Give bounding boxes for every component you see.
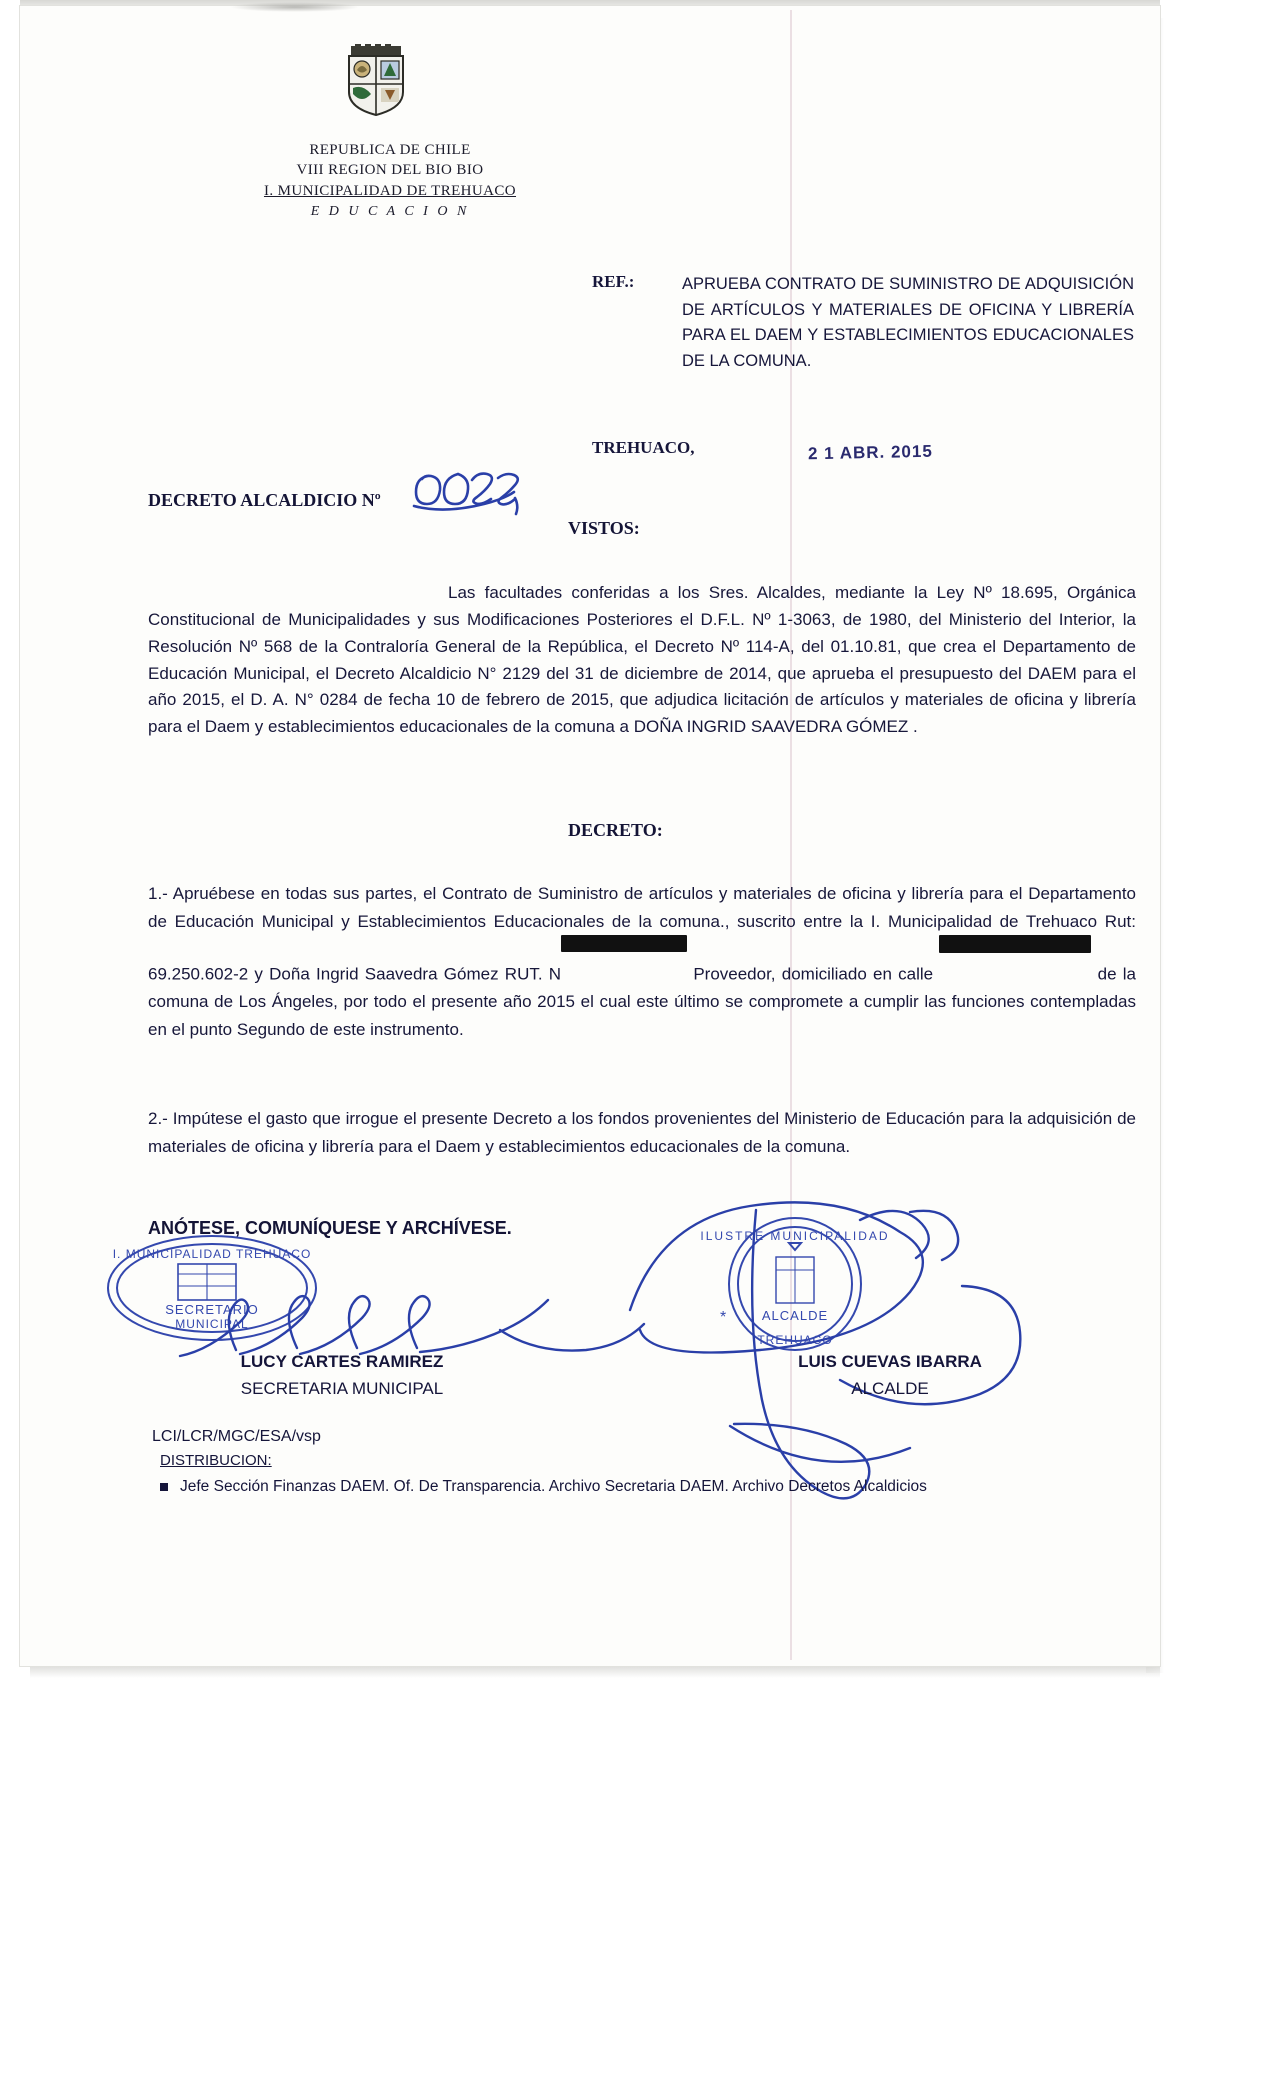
- decree-number-label: DECRETO ALCALDICIO Nº: [148, 490, 381, 510]
- svg-text:TREHUACO: TREHUACO: [757, 1333, 833, 1347]
- secretary-role: SECRETARIA MUNICIPAL: [240, 1379, 444, 1398]
- reference-text: APRUEBA CONTRATO DE SUMINISTRO DE ADQUISICIÓN DE ARTÍCULOS Y MATERIALES DE OFICINA Y LIBRERÍA PARA EL DAEM Y ESTABLECIMIENTOS EDUCACIONALES DE LA COMUNA.: [682, 275, 1134, 370]
- place-label: TREHUACO,: [592, 438, 695, 457]
- decree-item-1-middle: Proveedor, domiciliado en calle: [693, 964, 934, 984]
- vistos-paragraph: Las facultades conferidas a los Sres. Alcaldes, mediante la Ley Nº 18.695, Orgánica Constitucional de Municipalidades y sus Modificaciones Posteriores el D.F.L. Nº 1-3063, de 1980, del Ministerio del Interior, la Resolución Nº 568 de la Contraloría General de la República, el Decreto Nº 114-A, del 01.10.81, que crea el Departamento de Educación Municipal, el Decreto Alcaldicio N° 2129 del 31 de diciembre de 2014, que aprueba el presupuesto del DAEM para el año 2015, el D. A. N° 0284 de fecha 10 de febrero de 2015, que adjudica licitación de artículos y materiales de oficina y librería para el Daem y establecimientos educacionales de la comuna a DOÑA INGRID SAAVEDRA GÓMEZ .: [148, 583, 1136, 737]
- municipal-coat-of-arms-icon: [345, 44, 407, 116]
- decree-number-handwritten: [412, 462, 532, 516]
- svg-text:MUNICIPAL: MUNICIPAL: [175, 1317, 249, 1331]
- mayor-role: ALCALDE: [851, 1379, 929, 1398]
- footer-initials: LCI/LCR/MGC/ESA/vsp: [152, 1428, 321, 1445]
- svg-text:*: *: [720, 1309, 727, 1326]
- page-fold-line: [790, 10, 792, 1660]
- reference-label: REF.:: [592, 272, 635, 291]
- letterhead-line-country: REPUBLICA DE CHILE: [309, 142, 471, 158]
- decreto-heading: DECRETO:: [568, 820, 663, 840]
- distribution-label: DISTRIBUCION:: [160, 1452, 272, 1469]
- redaction-address: [939, 935, 1091, 953]
- distribution-item: Jefe Sección Finanzas DAEM. Of. De Transparencia. Archivo Secretaria DAEM. Archivo Decretos Alcaldicios: [180, 1478, 927, 1495]
- svg-text:SECRETARIO: SECRETARIO: [165, 1302, 259, 1317]
- decree-item-1-suffix: de la comuna de Los Ángeles, por todo el presente año 2015 el cual este último se compromete a cumplir las funciones contempladas en el punto Segundo de este instrumento.: [148, 964, 1136, 1039]
- scan-smudge: [230, 2, 360, 12]
- svg-text:ILUSTRE MUNICIPALIDAD: ILUSTRE MUNICIPALIDAD: [700, 1229, 890, 1243]
- closing-line: ANÓTESE, COMUNÍQUESE Y ARCHÍVESE.: [148, 1218, 512, 1238]
- letterhead-line-municipality: I. MUNICIPALIDAD DE TREHUACO: [263, 182, 517, 199]
- scanner-background: [0, 1678, 1275, 2100]
- mayor-name: LUIS CUEVAS IBARRA: [798, 1352, 982, 1371]
- redaction-rut: [561, 935, 687, 952]
- svg-text:ALCALDE: ALCALDE: [761, 1308, 829, 1323]
- letterhead-line-region: VIII REGION DEL BIO BIO: [296, 162, 484, 179]
- decree-item-2: 2.- Impútese el gasto que irrogue el presente Decreto a los fondos provenientes del Ministerio de Educación para la adquisición de materiales de oficina y librería para el Daem y establecimientos educacionales de la comuna.: [148, 1109, 1136, 1156]
- decree-item-1: [148, 880, 1136, 1043]
- svg-text:I. MUNICIPALIDAD TREHUACO: I. MUNICIPALIDAD TREHUACO: [112, 1247, 312, 1261]
- decree-item-1-prefix: 1.- Apruébese en todas sus partes, el Contrato de Suministro de artículos y materiales de oficina y librería para el Departamento de Educación Municipal y Establecimientos Educacionales de la comuna., suscrito entre la I. Municipalidad de Trehuaco Rut: 69.250.602-2 y Doña Ingrid Saavedra Gómez RUT. N: [148, 884, 1136, 984]
- letterhead: [180, 140, 600, 222]
- distribution-bullet-icon: [160, 1483, 168, 1491]
- date-stamp: 2 1 ABR. 2015: [807, 441, 934, 464]
- vistos-heading: VISTOS:: [568, 518, 640, 538]
- secretary-name: LUCY CARTES RAMIREZ: [240, 1352, 444, 1371]
- letterhead-line-department: E D U C A C I O N: [310, 203, 470, 219]
